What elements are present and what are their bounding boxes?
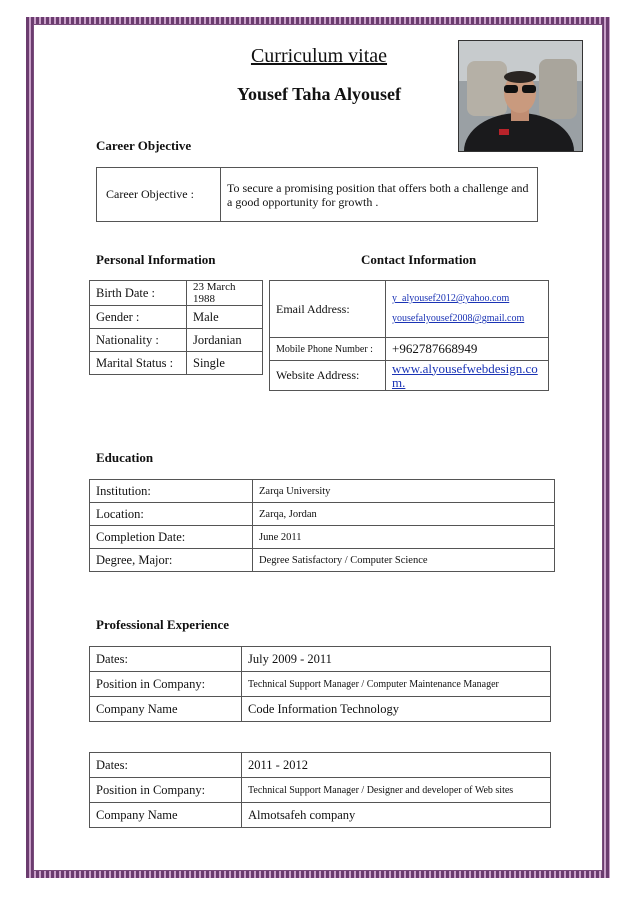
location-label: Location: xyxy=(90,503,253,526)
phone-value: +962787668949 xyxy=(386,338,549,361)
email-link-gmail[interactable]: yousefalyousef2008@gmail.com xyxy=(392,313,525,324)
personal-information-table xyxy=(89,280,263,375)
job2-position-label: Position in Company: xyxy=(90,778,242,803)
birth-date-value: 23 March 1988 xyxy=(187,281,263,306)
gender-value: Male xyxy=(187,306,263,329)
job1-position-value: Technical Support Manager / Computer Maintenance Manager xyxy=(242,672,551,697)
website-link[interactable]: www.alyousefwebdesign.com. xyxy=(392,360,538,390)
document-title: Curriculum vitae xyxy=(250,45,388,67)
job2-company-value: Almotsafeh company xyxy=(242,803,551,828)
job1-position-label: Position in Company: xyxy=(90,672,242,697)
career-objective-label: Career Objective : xyxy=(97,168,221,222)
gender-label: Gender : xyxy=(90,306,187,329)
degree-major-value: Degree Satisfactory / Computer Science xyxy=(253,549,555,572)
career-objective-table xyxy=(96,167,538,222)
institution-value: Zarqa University xyxy=(253,480,555,503)
contact-information-heading: Contact Information xyxy=(361,252,477,267)
education-heading: Education xyxy=(96,450,154,465)
completion-date-label: Completion Date: xyxy=(90,526,253,549)
personal-information-heading: Personal Information xyxy=(96,252,216,267)
website-label: Website Address: xyxy=(270,361,386,391)
experience-table-1 xyxy=(89,646,551,722)
contact-information-table xyxy=(269,280,549,391)
career-objective-text: To secure a promising position that offers both a challenge and a good opportunity for growth . xyxy=(221,168,538,222)
profile-photo xyxy=(458,40,583,152)
completion-date-value: June 2011 xyxy=(253,526,555,549)
experience-table-2 xyxy=(89,752,551,828)
career-objective-heading: Career Objective xyxy=(96,138,192,153)
job1-dates-value: July 2009 - 2011 xyxy=(242,647,551,672)
professional-experience-heading: Professional Experience xyxy=(96,617,229,632)
job1-company-value: Code Information Technology xyxy=(242,697,551,722)
job2-dates-value: 2011 - 2012 xyxy=(242,753,551,778)
institution-label: Institution: xyxy=(90,480,253,503)
birth-date-label: Birth Date : xyxy=(90,281,187,306)
education-table xyxy=(89,479,555,572)
job2-company-label: Company Name xyxy=(90,803,242,828)
nationality-label: Nationality : xyxy=(90,329,187,352)
job2-dates-label: Dates: xyxy=(90,753,242,778)
marital-status-label: Marital Status : xyxy=(90,352,187,375)
email-link-yahoo[interactable]: y_alyousef2012@yahoo.com xyxy=(392,293,510,304)
marital-status-value: Single xyxy=(187,352,263,375)
job2-position-value: Technical Support Manager / Designer and developer of Web sites xyxy=(242,778,551,803)
applicant-name: Yousef Taha Alyousef xyxy=(236,84,402,104)
degree-major-label: Degree, Major: xyxy=(90,549,253,572)
location-value: Zarqa, Jordan xyxy=(253,503,555,526)
phone-label: Mobile Phone Number : xyxy=(270,338,386,361)
nationality-value: Jordanian xyxy=(187,329,263,352)
job1-company-label: Company Name xyxy=(90,697,242,722)
job1-dates-label: Dates: xyxy=(90,647,242,672)
email-label: Email Address: xyxy=(270,281,386,338)
